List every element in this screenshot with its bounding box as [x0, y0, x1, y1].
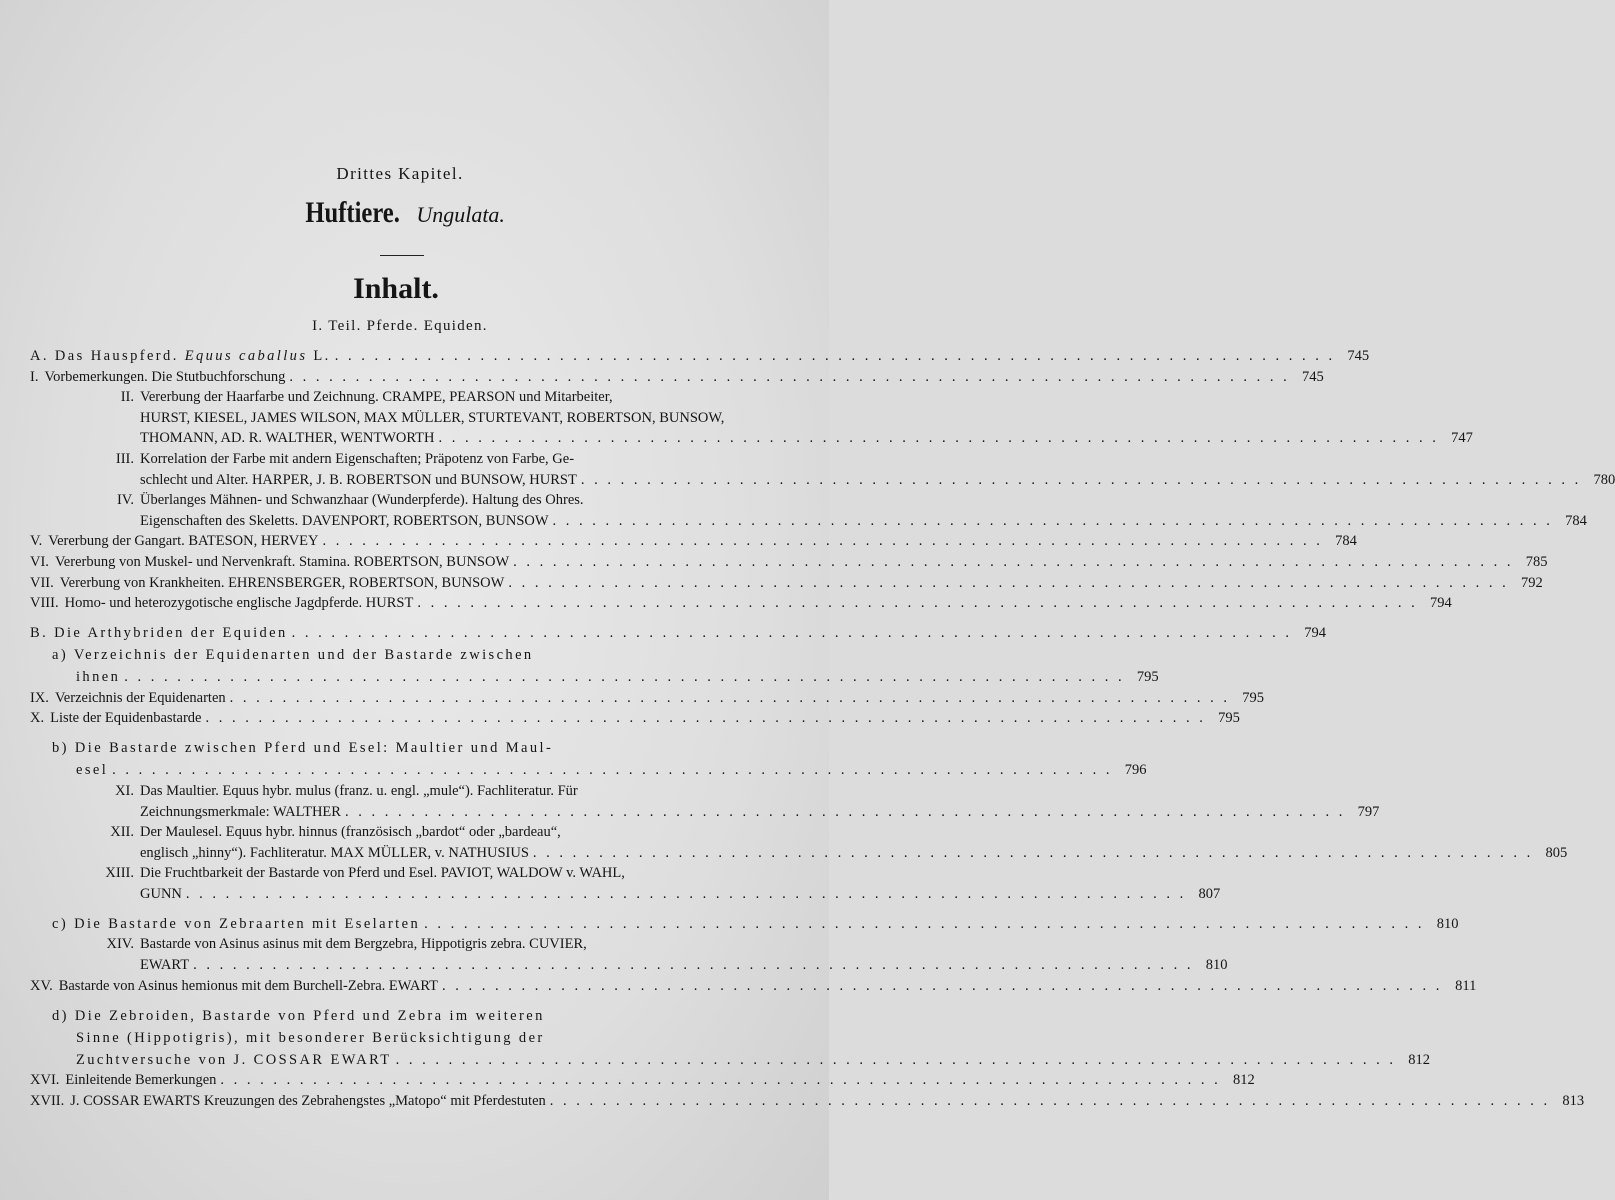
page-number: 784	[1335, 533, 1357, 550]
chapter-title	[0, 196, 800, 230]
toc-entry	[30, 686, 1265, 707]
leader-dots	[442, 978, 1442, 995]
entry-text: Die Fruchtbarkeit der Bastarde von Pferd und Esel. PAVIOT, WALDOW v. WAHL,	[140, 865, 625, 882]
contents-heading: Inhalt.	[353, 272, 439, 305]
entry-text: Vererbung der Gangart. BATESON, HERVEY	[48, 533, 319, 550]
toc-entry	[30, 933, 758, 954]
subsection-c	[30, 911, 1459, 933]
leader-dots	[289, 369, 1289, 386]
page-number: 810	[1436, 915, 1459, 932]
title-main: Huftiere.	[305, 196, 400, 229]
toc-entry	[30, 365, 1324, 386]
toc-entry	[30, 592, 1452, 613]
entry-text: Vererbung der Haarfarbe und Zeichnung. CRAMPE, PEARSON und Mitarbeiter,	[140, 389, 613, 406]
toc-entry	[30, 489, 758, 510]
page-number: 747	[1451, 430, 1473, 447]
leader-dots	[323, 533, 1323, 550]
subsection-d	[30, 1003, 1430, 1069]
entry-number: IV.	[116, 492, 134, 509]
entry-number: III.	[115, 450, 134, 467]
toc-entry	[30, 406, 758, 427]
page-number: 812	[1408, 1051, 1430, 1068]
section-a-label	[30, 348, 331, 365]
spacer	[30, 612, 758, 620]
subsection-line	[30, 664, 1159, 686]
entry-number: VIII.	[30, 595, 59, 612]
section-a-author: L.	[307, 348, 331, 364]
entry-text: Verzeichnis der Equidenarten	[54, 689, 226, 706]
entry-text: Der Maulesel. Equus hybr. hinnus (französisch „bardot“ oder „bardeau“,	[140, 824, 561, 841]
entry-text: J. COSSAR EWARTS Kreuzungen des Zebrahengstes „Matopo“ mit Pferdestuten	[70, 1092, 546, 1109]
toc-entry	[30, 862, 758, 883]
subsection-line	[30, 1003, 758, 1025]
toc-entry	[30, 550, 1548, 571]
subsection-line	[30, 1025, 758, 1047]
leader-dots	[508, 575, 1508, 592]
leader-dots	[396, 1052, 1396, 1069]
subsection-text: ihnen	[76, 669, 121, 686]
leader-dots	[112, 762, 1112, 779]
leader-dots	[513, 554, 1513, 571]
entry-text: HURST, KIESEL, JAMES WILSON, MAX MÜLLER, STURTEVANT, ROBERTSON, BUNSOW,	[140, 409, 725, 426]
page-number: 794	[1429, 595, 1452, 612]
title-latin: Ungulata.	[416, 202, 505, 227]
toc-entry	[30, 509, 1587, 530]
page-number: 795	[1136, 669, 1159, 686]
entry-number: XI.	[115, 782, 134, 799]
page-number: 796	[1124, 762, 1147, 779]
spacer	[30, 903, 758, 911]
title-rule	[380, 255, 424, 256]
toc-entry	[30, 447, 758, 468]
page-number: 745	[1302, 368, 1324, 385]
section-a-title: A. Das Hauspferd.	[30, 348, 179, 364]
leader-dots	[581, 472, 1581, 489]
leader-dots	[335, 348, 1335, 365]
entry-number: VI.	[30, 553, 49, 570]
subsection-text: Sinne (Hippotigris), mit besonderer Berücksichtigung der	[76, 1029, 545, 1046]
toc-entry	[30, 974, 1477, 995]
leader-dots	[439, 430, 1439, 447]
spacer	[30, 727, 758, 735]
entry-text: Vorbemerkungen. Die Stutbuchforschung	[44, 368, 286, 385]
entry-text: englisch „hinny“). Fachliteratur. MAX MÜLLER, v. NATHUSIUS	[140, 844, 529, 861]
entry-text: Korrelation der Farbe mit andern Eigenschaften; Präpotenz von Farbe, Ge-	[140, 450, 575, 467]
section-a-items	[30, 365, 1615, 612]
subsection-a	[30, 642, 1159, 686]
subsection-line	[30, 1047, 1430, 1069]
entry-text: Bastarde von Asinus hemionus mit dem Burchell-Zebra. EWART	[58, 977, 438, 994]
subsection-text: c) Die Bastarde von Zebraarten mit Eselarten	[52, 915, 421, 932]
leader-dots	[230, 690, 1230, 707]
table-of-contents	[30, 343, 1615, 1110]
leader-dots	[193, 957, 1193, 974]
entry-text: Homo- und heterozygotische englische Jagdpferde. HURST	[64, 595, 414, 612]
section-a-latin: Equus caballus	[184, 348, 308, 364]
entry-text: Liste der Equidenbastarde	[50, 710, 202, 727]
toc-entry	[30, 1069, 1255, 1090]
entry-number: VII.	[30, 574, 54, 591]
entry-number: XVI.	[30, 1072, 60, 1089]
subsection-c-items	[30, 933, 1477, 995]
subsection-line	[30, 642, 758, 664]
subsection-line	[30, 735, 758, 757]
page-number: 810	[1205, 957, 1228, 974]
entry-text: Bastarde von Asinus asinus mit dem Bergzebra, Hippotigris zebra. CUVIER,	[140, 936, 587, 953]
leader-dots	[186, 886, 1186, 903]
subsection-text: Zuchtversuche von J. COSSAR EWART	[76, 1051, 392, 1068]
toc-entry	[30, 882, 1221, 903]
leader-dots	[424, 916, 1424, 933]
subsection-text: b) Die Bastarde zwischen Pferd und Esel: Maultier und Maul-	[52, 740, 554, 757]
leader-dots	[417, 595, 1417, 612]
chapter-heading: Drittes Kapitel.	[336, 164, 464, 183]
entry-number: XIII.	[105, 865, 134, 882]
toc-entry	[30, 1089, 1585, 1110]
entry-text: GUNN	[140, 885, 182, 902]
toc-entry	[30, 571, 1543, 592]
subsection-b	[30, 735, 1147, 779]
toc-entry	[30, 468, 1615, 489]
page-number: 785	[1525, 553, 1548, 570]
part-heading: I. Teil. Pferde. Equiden.	[312, 318, 488, 334]
page-number: 795	[1242, 689, 1265, 706]
toc-entry	[30, 841, 1568, 862]
leader-dots	[292, 625, 1292, 642]
subsection-b-items	[30, 779, 1568, 903]
leader-dots	[553, 513, 1553, 530]
toc-section-b	[30, 620, 1327, 642]
section-b-label: B. Die Arthybriden der Equiden	[30, 625, 288, 642]
subsection-text: a) Verzeichnis der Equidenarten und der Bastarde zwischen	[52, 647, 534, 664]
toc-entry	[30, 707, 1240, 728]
toc-section-a	[30, 343, 1370, 365]
entry-number: XV.	[30, 977, 53, 994]
page-number: 784	[1565, 512, 1587, 529]
subsection-a-items	[30, 686, 1265, 727]
entry-text: Vererbung von Muskel- und Nervenkraft. Stamina. ROBERTSON, BUNSOW	[54, 553, 510, 570]
subsection-text: d) Die Zebroiden, Bastarde von Pferd und Zebra im weiteren	[52, 1007, 545, 1024]
toc-entry	[30, 821, 758, 842]
page-number: 794	[1304, 625, 1327, 642]
subsection-line	[30, 911, 1459, 933]
page-number: 812	[1233, 1072, 1255, 1089]
entry-text: Eigenschaften des Skeletts. DAVENPORT, ROBERTSON, BUNSOW	[140, 512, 549, 529]
spacer	[30, 995, 758, 1003]
entry-text: Vererbung von Krankheiten. EHRENSBERGER, ROBERTSON, BUNSOW	[59, 574, 505, 591]
entry-number: II.	[120, 389, 134, 406]
page-number: 780	[1593, 471, 1615, 488]
leader-dots	[533, 845, 1533, 862]
page-number: 805	[1545, 844, 1568, 861]
leader-dots	[124, 669, 1124, 686]
leader-dots	[206, 710, 1206, 727]
page-number: 797	[1357, 803, 1380, 820]
toc-entry	[30, 779, 758, 800]
entry-text: EWART	[140, 957, 190, 974]
entry-text: Das Maultier. Equus hybr. mulus (franz. u. engl. „mule“). Fachliteratur. Für	[140, 782, 578, 799]
toc-entry	[30, 800, 1380, 821]
subsection-text: esel	[76, 762, 109, 779]
page-number: 792	[1520, 574, 1543, 591]
page-number: 813	[1562, 1092, 1585, 1109]
toc-entry	[30, 427, 1473, 448]
page-number: 795	[1218, 710, 1240, 727]
entry-number: IX.	[30, 689, 49, 706]
entry-text: schlecht und Alter. HARPER, J. B. ROBERTSON und BUNSOW, HURST	[140, 471, 577, 488]
entry-number: I.	[30, 368, 39, 385]
leader-dots	[550, 1093, 1550, 1110]
leader-dots	[345, 804, 1345, 821]
entry-number: XIV.	[106, 936, 134, 953]
entry-text: THOMANN, AD. R. WALTHER, WENTWORTH	[140, 430, 435, 447]
page-number: 811	[1455, 977, 1477, 994]
entry-text: Zeichnungsmerkmale: WALTHER	[140, 803, 341, 820]
page-number: 807	[1198, 885, 1221, 902]
leader-dots	[220, 1072, 1220, 1089]
entry-text: Einleitende Bemerkungen	[65, 1072, 217, 1089]
entry-text: Überlanges Mähnen- und Schwanzhaar (Wunderpferde). Haltung des Ohres.	[140, 492, 584, 509]
entry-number: X.	[30, 710, 45, 727]
subsection-d-items	[30, 1069, 1585, 1110]
toc-entry	[30, 530, 1357, 551]
subsection-line	[30, 757, 1147, 779]
page-number: 745	[1347, 348, 1370, 364]
entry-number: XVII.	[30, 1092, 65, 1109]
entry-number: XII.	[110, 824, 134, 841]
entry-number: V.	[30, 533, 43, 550]
toc-entry	[30, 386, 758, 407]
toc-entry	[30, 953, 1228, 974]
